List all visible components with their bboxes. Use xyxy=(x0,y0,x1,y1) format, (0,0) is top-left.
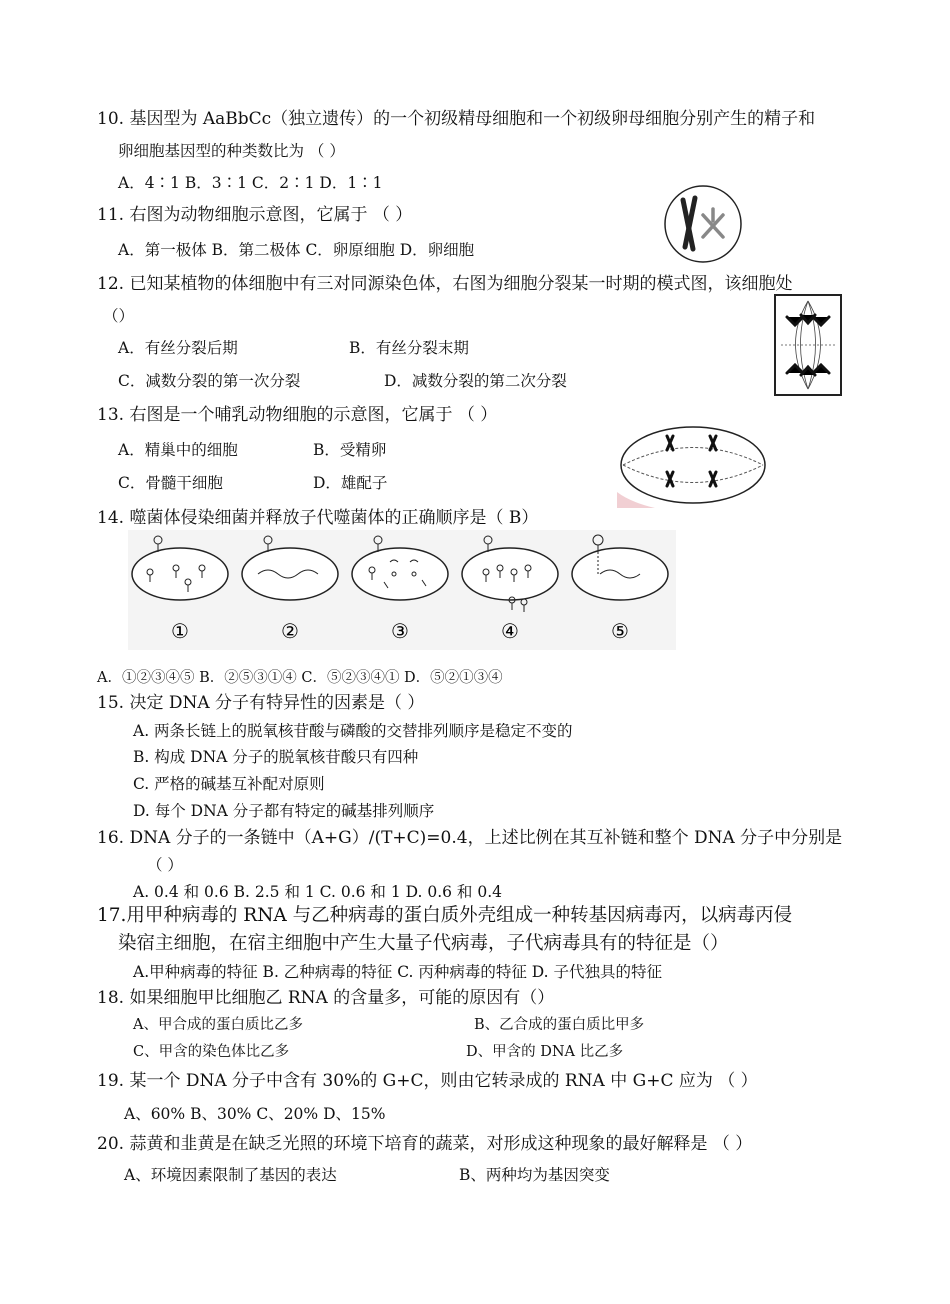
q15-stem: 15. 决定 DNA 分子有特异性的因素是（ ） xyxy=(97,693,425,713)
q15-option-b: B. 构成 DNA 分子的脱氧核苷酸只有四种 xyxy=(133,748,419,766)
q15-option-d: D. 每个 DNA 分子都有特定的碱基排列顺序 xyxy=(133,802,435,820)
q17-options: A.甲种病毒的特征 B. 乙种病毒的特征 C. 丙种病毒的特征 D. 子代独具的特征 xyxy=(133,963,663,981)
q17-stem-line1: 17.用甲种病毒的 RNA 与乙种病毒的蛋白质外壳组成一种转基因病毒丙，以病毒丙侵 xyxy=(97,905,793,926)
q13-option-c: C．骨髓干细胞 xyxy=(118,474,223,492)
q17-stem-line2: 染宿主细胞，在宿主细胞中产生大量子代病毒，子代病毒具有的特征是（） xyxy=(118,933,729,954)
q12-stem-line2: （） xyxy=(103,307,135,325)
phage-label-3: ③ xyxy=(391,619,409,643)
q18-option-b: B、乙合成的蛋白质比甲多 xyxy=(474,1017,645,1033)
q15-option-a: A. 两条长链上的脱氧核苷酸与磷酸的交替排列顺序是稳定不变的 xyxy=(133,722,573,740)
q18-option-a: A、甲合成的蛋白质比乙多 xyxy=(133,1017,303,1033)
q13-option-a: A．精巢中的细胞 xyxy=(118,441,238,459)
q16-options: A. 0.4 和 0.6 B. 2.5 和 1 C. 0.6 和 1 D. 0.6 和 0.4 xyxy=(133,883,503,901)
q12-option-d: D．减数分裂的第二次分裂 xyxy=(384,372,567,390)
q20-stem: 20. 蒜黄和韭黄是在缺乏光照的环境下培育的蔬菜，对形成这种现象的最好解释是 （ ） xyxy=(97,1134,753,1154)
phage-label-2: ② xyxy=(281,619,299,643)
q10-options: A．4∶1 B．3∶1 C．2∶1 D．1∶1 xyxy=(118,174,383,192)
phage-label-5: ⑤ xyxy=(611,619,629,643)
q19-stem: 19. 某一个 DNA 分子中含有 30%的 G+C，则由它转录成的 RNA 中 G+C 应为 （ ） xyxy=(97,1071,758,1091)
q16-stem-line2: （ ） xyxy=(147,856,183,874)
q11-stem: 11. 右图为动物细胞示意图，它属于 （ ） xyxy=(97,205,413,225)
q10-stem-line2: 卵细胞基因型的种类数比为 （ ） xyxy=(118,142,345,160)
q13-option-d: D．雄配子 xyxy=(313,474,388,492)
q12-option-a: A．有丝分裂后期 xyxy=(118,339,238,357)
q11-options: A．第一极体 B．第二极体 C．卵原细胞 D．卵细胞 xyxy=(118,241,475,259)
q18-option-d: D、甲含的 DNA 比乙多 xyxy=(466,1044,624,1060)
q12-stem-line1: 12. 已知某植物的体细胞中有三对同源染色体，右图为细胞分裂某一时期的模式图，该细胞处 xyxy=(97,274,793,294)
q19-options: A、60% B、30% C、20% D、15% xyxy=(124,1105,386,1123)
q13-stem: 13. 右图是一个哺乳动物细胞的示意图，它属于 （ ） xyxy=(97,405,498,425)
phage-label-4: ④ xyxy=(501,619,519,643)
q16-stem-line1: 16. DNA 分子的一条链中（A+G）/(T+C)=0.4，上述比例在其互补链和整个 DNA 分子中分别是 xyxy=(97,828,843,848)
q12-cell-figure xyxy=(773,293,843,397)
q13-cell-figure xyxy=(615,420,770,510)
q12-option-c: C．减数分裂的第一次分裂 xyxy=(118,372,301,390)
q11-cell-figure xyxy=(663,183,743,265)
q15-option-c: C. 严格的碱基互补配对原则 xyxy=(133,775,325,793)
q12-option-b: B．有丝分裂末期 xyxy=(349,339,469,357)
q10-stem-line1: 10. 基因型为 AaBbCc（独立遗传）的一个初级精母细胞和一个初级卵母细胞分别产生的精子和 xyxy=(97,109,816,129)
phage-label-1: ① xyxy=(171,619,189,643)
q18-stem: 18. 如果细胞甲比细胞乙 RNA 的含量多，可能的原因有（） xyxy=(97,988,555,1008)
q14-options: A．①②③④⑤ B．②⑤③①④ C．⑤②③④① D．⑤②①③④ xyxy=(97,670,503,686)
q20-option-a: A、环境因素限制了基因的表达 xyxy=(124,1166,337,1184)
q13-option-b: B．受精卵 xyxy=(313,441,387,459)
q18-option-c: C、甲含的染色体比乙多 xyxy=(133,1044,290,1060)
q20-option-b: B、两种均为基因突变 xyxy=(459,1166,610,1184)
q14-phage-figure xyxy=(128,530,676,650)
q14-stem: 14. 噬菌体侵染细菌并释放子代噬菌体的正确顺序是（ B） xyxy=(97,508,539,528)
